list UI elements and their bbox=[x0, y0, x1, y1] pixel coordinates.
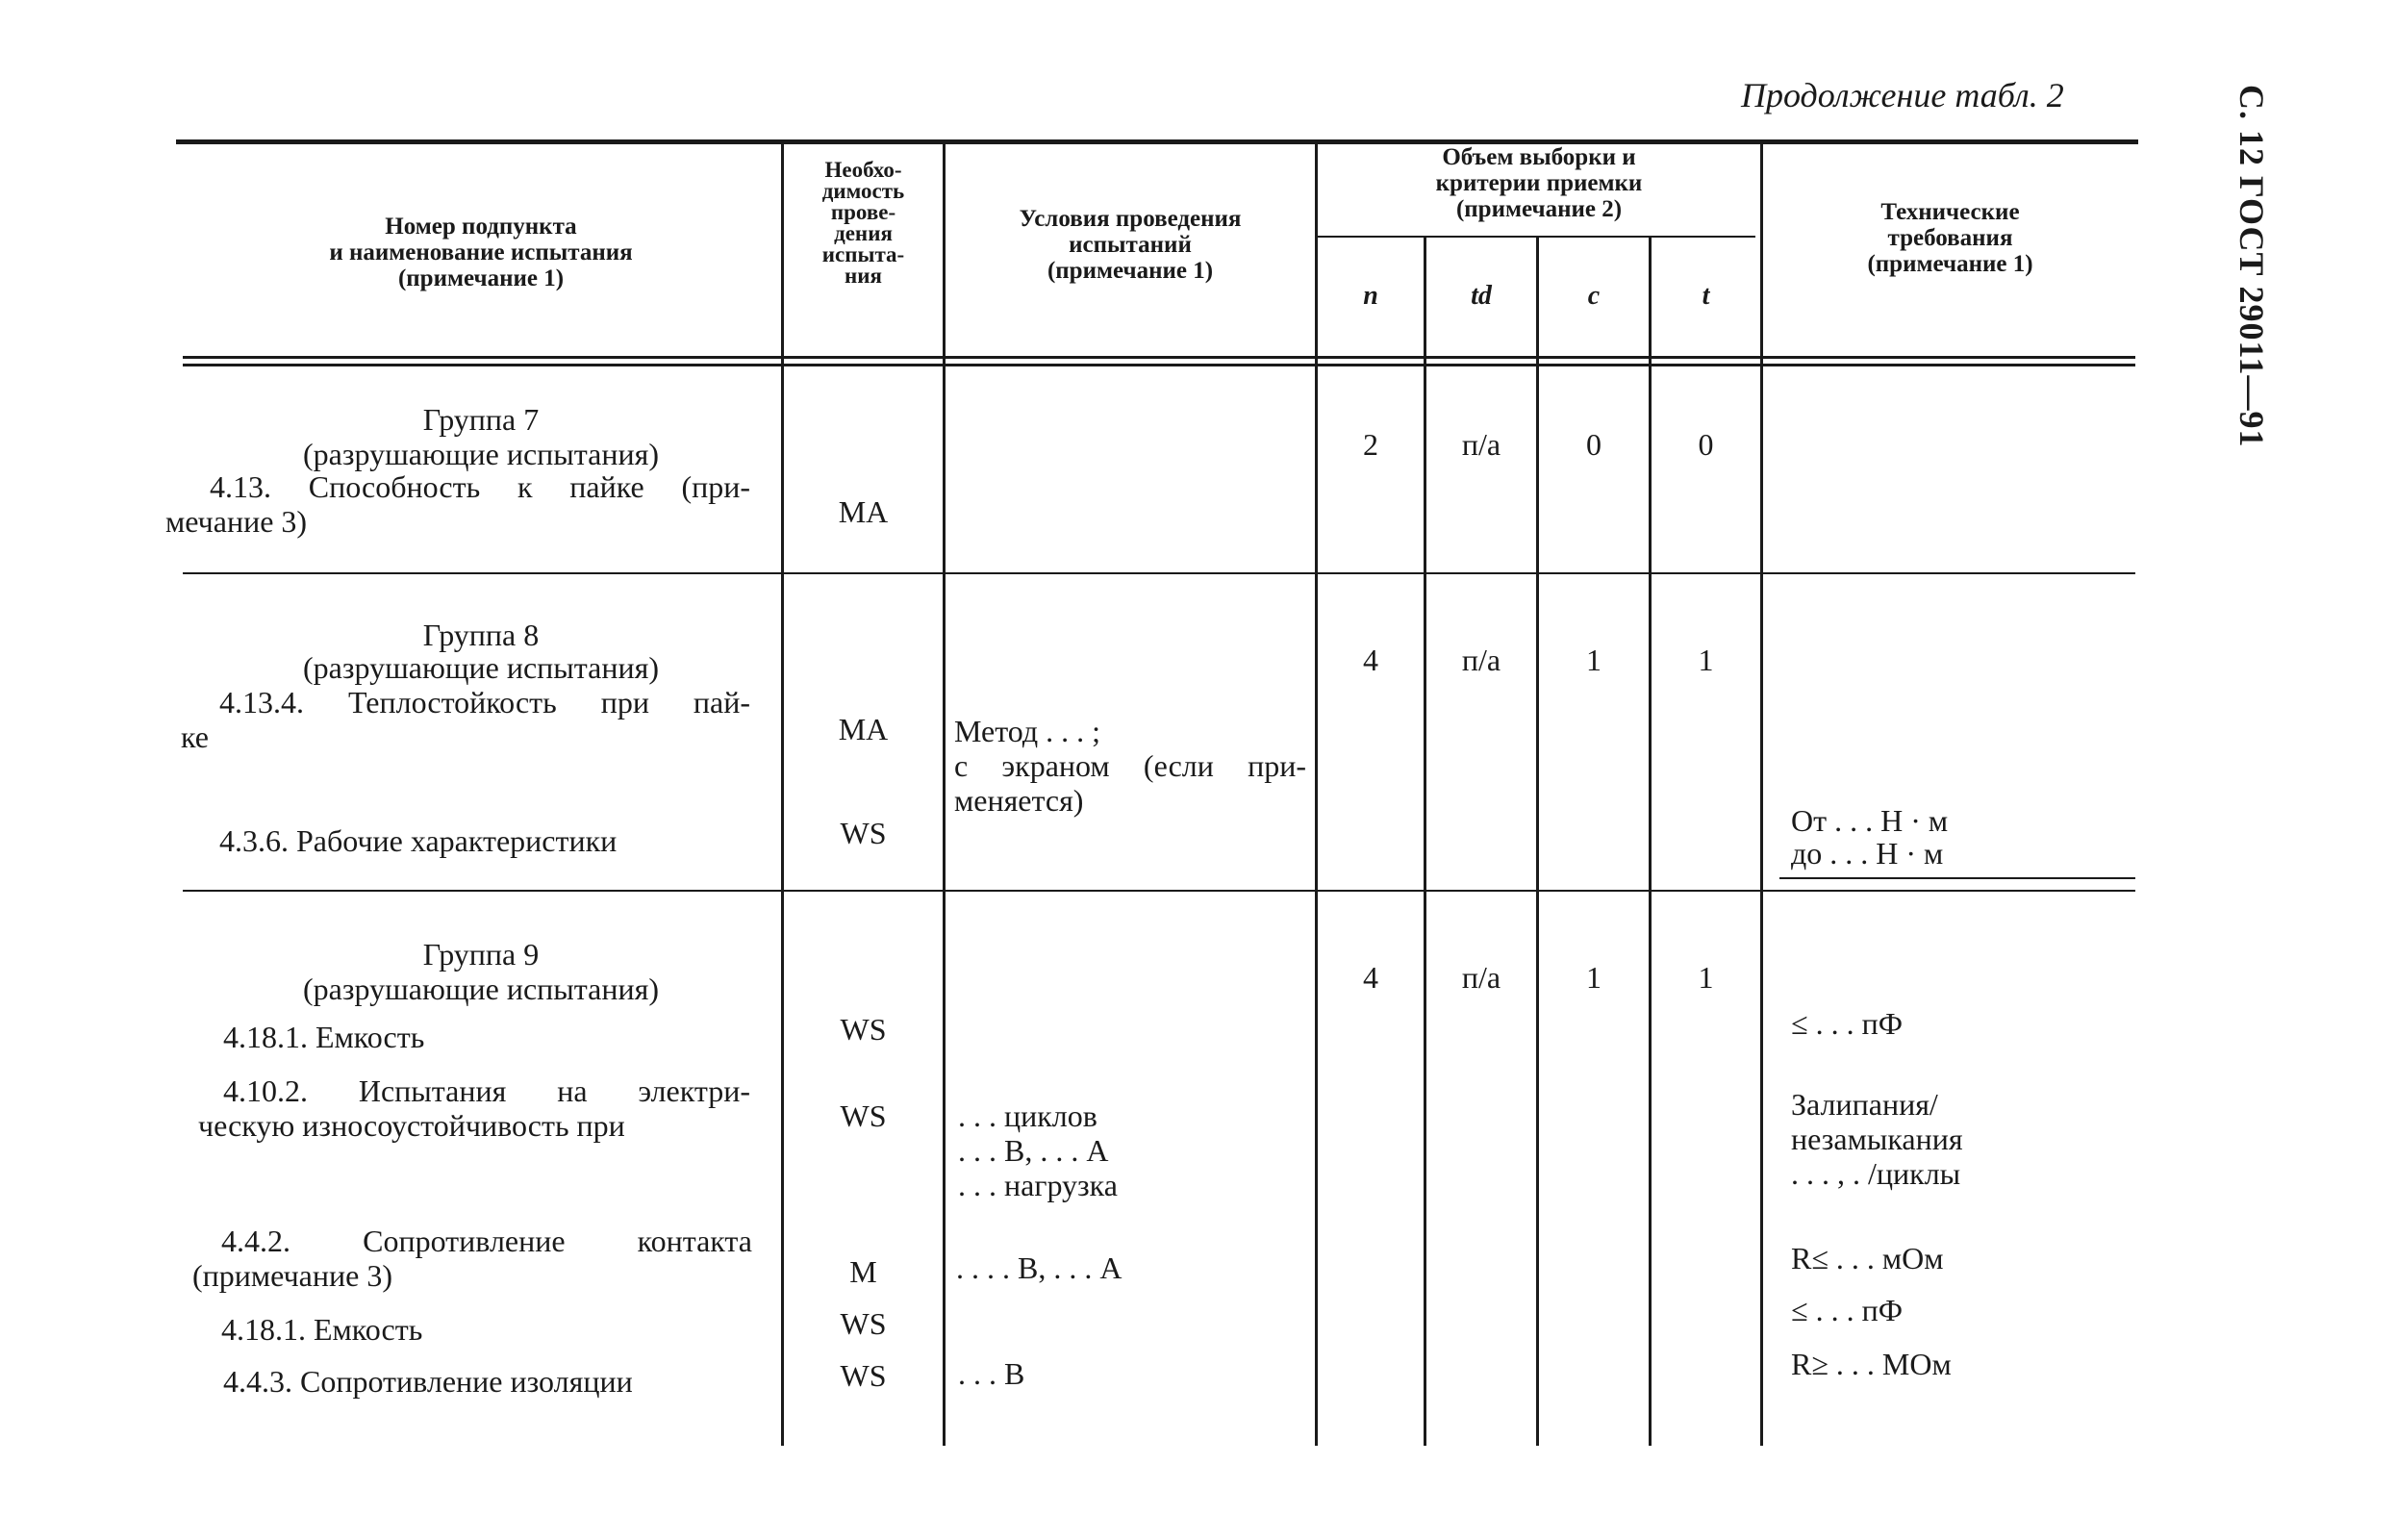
group9-need-contact-resistance: М bbox=[849, 1254, 877, 1289]
group9-cond-contact-resistance: . . . . В, . . . А bbox=[956, 1250, 1122, 1285]
group9-item-capacitance-1: 4.18.1. Емкость bbox=[223, 1020, 425, 1054]
group9-cond-endurance: . . . циклов . . . В, . . . А . . . нагрузка bbox=[958, 1098, 1118, 1202]
group9-req-contact-resistance: R≤ . . . мОм bbox=[1791, 1241, 1944, 1275]
group7-item: 4.13. Способность к пайке (при- мечание 3) bbox=[165, 469, 750, 539]
group9-n: 4 bbox=[1363, 960, 1378, 995]
header-rule-1 bbox=[183, 356, 2135, 359]
group8-subtitle: (разрушающие испытания) bbox=[303, 650, 659, 685]
header-requirements: Технические требования (примечание 1) bbox=[1867, 199, 2033, 277]
header-necessity: Необхо- димость прове- дения испыта- ния bbox=[821, 158, 905, 288]
group9-req-endurance: Залипания/ незамыкания . . . , . /циклы bbox=[1791, 1087, 1963, 1191]
group8-td: п/а bbox=[1461, 643, 1501, 677]
header-conditions: Условия проведения испытаний (примечание 1) bbox=[1019, 206, 1242, 284]
group9-need-capacitance-2: WS bbox=[840, 1306, 887, 1341]
col-divider-3 bbox=[1315, 142, 1318, 1446]
col-divider-4 bbox=[1424, 237, 1426, 1446]
group8-bottom-rule bbox=[183, 890, 2135, 892]
group8-need-2: WS bbox=[840, 816, 887, 850]
group8-item-operating: 4.3.6. Рабочие характеристики bbox=[219, 823, 618, 858]
group7-c: 0 bbox=[1586, 427, 1602, 462]
group8-title: Группа 8 bbox=[422, 618, 540, 652]
group8-condition-1: Метод . . . ; с экраном (если при- меняется) bbox=[954, 714, 1306, 818]
group8-item-heat: 4.13.4. Теплостойкость при пай- ке bbox=[181, 685, 750, 754]
col-divider-1 bbox=[781, 142, 784, 1446]
group7-need: МА bbox=[838, 494, 889, 529]
group9-item-capacitance-2: 4.18.1. Емкость bbox=[221, 1312, 423, 1347]
subheader-td: td bbox=[1471, 281, 1492, 311]
group8-need-1: МА bbox=[838, 712, 889, 746]
col-divider-2 bbox=[943, 142, 946, 1446]
group7-subtitle: (разрушающие испытания) bbox=[303, 437, 659, 471]
group8-n: 4 bbox=[1363, 643, 1378, 677]
group7-bottom-rule bbox=[183, 572, 2135, 574]
group9-t: 1 bbox=[1698, 960, 1714, 995]
group9-req-capacitance-1: ≤ . . . пФ bbox=[1791, 1006, 1903, 1041]
group9-need-capacitance-1: WS bbox=[840, 1012, 887, 1047]
page-side-title: С. 12 ГОСТ 29011—91 bbox=[2232, 85, 2271, 448]
group7-n: 2 bbox=[1363, 427, 1378, 462]
group8-t: 1 bbox=[1698, 643, 1714, 677]
subheader-t: t bbox=[1702, 281, 1710, 311]
header-sample-size: Объем выборки и критерии приемки (примечание 2) bbox=[1435, 144, 1643, 222]
col-divider-5 bbox=[1536, 237, 1539, 1446]
group7-t: 0 bbox=[1698, 427, 1714, 462]
req-underline bbox=[1779, 877, 2135, 879]
group7-td: п/а bbox=[1461, 427, 1501, 462]
subheader-c: c bbox=[1587, 281, 1601, 311]
header-test-name: Номер подпункта и наименование испытания (примечание 1) bbox=[329, 214, 633, 291]
group9-req-capacitance-2: ≤ . . . пФ bbox=[1791, 1293, 1903, 1327]
continuation-label: Продолжение табл. 2 bbox=[1741, 76, 2064, 114]
group9-subtitle: (разрушающие испытания) bbox=[303, 972, 659, 1006]
group9-need-endurance: WS bbox=[840, 1098, 887, 1133]
subheader-n: n bbox=[1363, 281, 1378, 311]
header-rule-2 bbox=[183, 364, 2135, 366]
group8-c: 1 bbox=[1586, 643, 1602, 677]
group9-item-contact-resistance: 4.4.2. Сопротивление контакта (примечание 3) bbox=[192, 1224, 752, 1293]
group9-req-insulation: R≥ . . . МОм bbox=[1791, 1347, 1952, 1381]
group9-td: п/а bbox=[1461, 960, 1501, 995]
group9-title: Группа 9 bbox=[422, 937, 540, 972]
col-divider-6 bbox=[1649, 237, 1652, 1446]
col-divider-7 bbox=[1760, 142, 1763, 1446]
group7-title: Группа 7 bbox=[422, 402, 540, 437]
group9-item-insulation: 4.4.3. Сопротивление изоляции bbox=[223, 1364, 633, 1399]
group9-c: 1 bbox=[1586, 960, 1602, 995]
group8-requirement-2: От . . . Н · м до . . . Н · м bbox=[1791, 803, 1949, 871]
group9-item-endurance: 4.10.2. Испытания на электри- ческую износоустойчивость при bbox=[198, 1073, 750, 1143]
group9-cond-insulation: . . . В bbox=[958, 1356, 1025, 1391]
group9-need-insulation: WS bbox=[840, 1358, 887, 1393]
top-rule bbox=[176, 139, 2138, 144]
